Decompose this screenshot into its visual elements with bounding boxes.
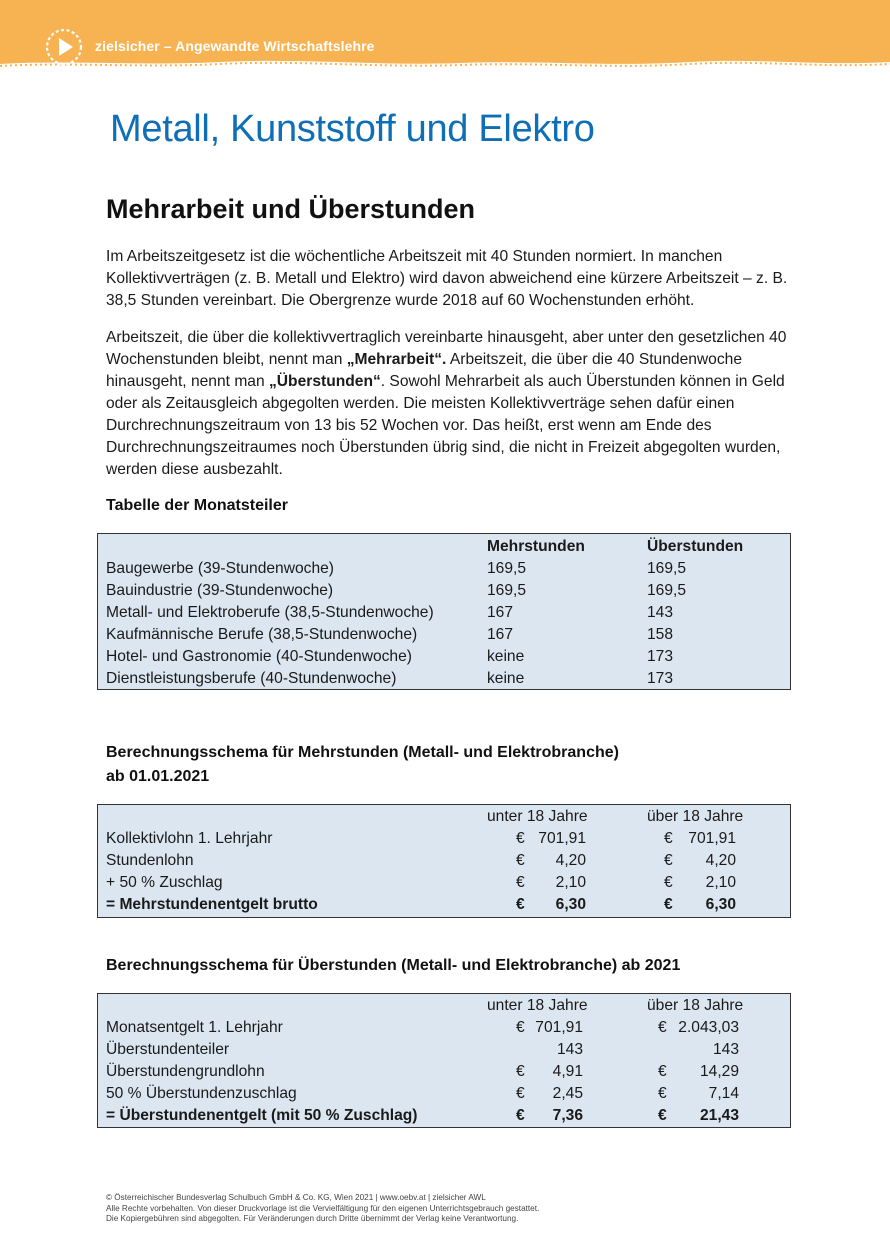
table-row bbox=[98, 1017, 790, 1039]
amount-under-18: 701,91 bbox=[538, 830, 586, 847]
intro-paragraph: Im Arbeitszeitgesetz ist die wöchentliche Arbeitszeit mit 40 Stunden normiert. In manchen Kollektivverträgen (z. B. Metall und Elektro) wird davon abweichend eine kürzere Arbeitszeit – z. B. 38,5 Stunden vereinbart. Die Obergrenze wurde 2018 auf 60 Wochenstunden erhöht. bbox=[106, 248, 788, 309]
mehrstunden-value: keine bbox=[487, 670, 525, 687]
column-header-ueberstunden: Überstunden bbox=[647, 538, 744, 555]
table-header-row bbox=[98, 536, 790, 558]
table-row bbox=[98, 558, 790, 580]
mehrstunden-value: 169,5 bbox=[487, 582, 527, 599]
amount-under-18: 2,45 bbox=[552, 1085, 583, 1102]
paragraph-text: . Sowohl Mehrarbeit als auch Überstunden können in Geld oder als Zeitausgleich abgegolten werden. Die meisten Kollektivverträge sehen dafür einen Durchrechnungszeitraum von 13 bis 52 Wochen vor. Das heißt, erst wenn am Ende des Durchrechnungszeitraumes noch Überstunden übrig sind, die nicht in Freizeit abgegolten wurden, werden diese ausbezahlt. bbox=[106, 373, 785, 478]
header-band bbox=[0, 0, 890, 78]
table-row bbox=[98, 872, 790, 894]
table-row bbox=[98, 602, 790, 624]
currency-sign: € bbox=[658, 1107, 667, 1124]
amount-over-18: 6,30 bbox=[705, 896, 736, 913]
brand-name: zielsicher – Angewandte Wirtschaftslehre bbox=[95, 38, 375, 54]
table-row bbox=[98, 850, 790, 872]
term-mehrarbeit: „Mehrarbeit“. bbox=[346, 351, 447, 368]
mehrstunden-value: 167 bbox=[487, 604, 514, 621]
table-row bbox=[98, 1083, 790, 1105]
currency-sign: € bbox=[516, 1107, 525, 1124]
row-label: Dienstleistungsberufe (40-Stundenwoche) bbox=[106, 670, 397, 687]
currency-sign: € bbox=[664, 874, 673, 891]
footer-line: Alle Rechte vorbehalten. Von dieser Druckvorlage ist die Vervielfältigung für den eigenen Unterrichtsgebrauch gestattet. bbox=[106, 1203, 540, 1213]
table-row bbox=[98, 1105, 790, 1127]
row-label: 50 % Überstundenzuschlag bbox=[106, 1085, 297, 1102]
table-row bbox=[98, 580, 790, 602]
amount-under-18: 143 bbox=[556, 1041, 583, 1058]
mehrstunden-table bbox=[97, 804, 791, 918]
row-label: Monatsentgelt 1. Lehrjahr bbox=[106, 1019, 283, 1036]
table-row bbox=[98, 624, 790, 646]
currency-sign: € bbox=[516, 1063, 525, 1080]
table-row bbox=[98, 1039, 790, 1061]
footer-copyright bbox=[106, 1193, 539, 1225]
amount-under-18: 701,91 bbox=[535, 1019, 583, 1036]
amount-over-18: 143 bbox=[712, 1041, 739, 1058]
column-header-under-18: unter 18 Jahre bbox=[487, 808, 588, 825]
ueberstunden-table bbox=[97, 993, 791, 1128]
column-header-mehrstunden: Mehrstunden bbox=[487, 538, 585, 555]
heading-line: Berechnungsschema für Mehrstunden (Metall- und Elektrobranche) bbox=[106, 744, 619, 761]
currency-sign: € bbox=[516, 874, 525, 891]
currency-sign: € bbox=[658, 1063, 667, 1080]
amount-over-18: 14,29 bbox=[699, 1063, 739, 1080]
section-title: Mehrarbeit und Überstunden bbox=[106, 194, 476, 224]
heading-line: ab 01.01.2021 bbox=[106, 768, 210, 785]
row-label: Überstundenteiler bbox=[106, 1041, 230, 1058]
currency-sign: € bbox=[516, 896, 525, 913]
amount-over-18: 2.043,03 bbox=[678, 1019, 739, 1036]
ueberstunden-value: 173 bbox=[647, 670, 674, 687]
currency-sign: € bbox=[658, 1085, 667, 1102]
table-header-row bbox=[98, 995, 790, 1017]
play-icon bbox=[44, 27, 84, 67]
row-label: Baugewerbe (39-Stundenwoche) bbox=[106, 560, 334, 577]
table3-heading: Berechnungsschema für Überstunden (Metall- und Elektrobranche) ab 2021 bbox=[106, 957, 681, 974]
table1-heading: Tabelle der Monatsteiler bbox=[106, 497, 288, 514]
table-row bbox=[98, 894, 790, 916]
amount-under-18: 6,30 bbox=[555, 896, 586, 913]
ueberstunden-value: 158 bbox=[647, 626, 674, 643]
currency-sign: € bbox=[664, 830, 673, 847]
row-label: = Überstundenentgelt (mit 50 % Zuschlag) bbox=[106, 1107, 418, 1124]
ueberstunden-value: 169,5 bbox=[647, 582, 687, 599]
term-ueberstunden: „Überstunden“ bbox=[269, 373, 381, 390]
footer-line: © Österreichischer Bundesverlag Schulbuch GmbH & Co. KG, Wien 2021 | www.oebv.at | zielsicher AWL bbox=[106, 1193, 486, 1202]
amount-under-18: 7,36 bbox=[552, 1107, 583, 1124]
row-label: Metall- und Elektroberufe (38,5-Stundenwoche) bbox=[106, 604, 434, 621]
amount-under-18: 2,10 bbox=[555, 874, 586, 891]
ueberstunden-value: 173 bbox=[647, 648, 674, 665]
amount-under-18: 4,91 bbox=[552, 1063, 583, 1080]
column-header-under-18: unter 18 Jahre bbox=[487, 997, 588, 1014]
amount-over-18: 4,20 bbox=[705, 852, 736, 869]
paragraph-text: Arbeitszeit, die über die kollektivvertraglich vereinbarte hinausgeht, aber unter den gesetzlichen 40 Wochenstunden bleibt, nennt man bbox=[106, 329, 787, 368]
definition-paragraph bbox=[106, 327, 796, 481]
row-label: + 50 % Zuschlag bbox=[106, 874, 223, 891]
amount-over-18: 21,43 bbox=[699, 1107, 739, 1124]
currency-sign: € bbox=[516, 852, 525, 869]
monatsteiler-table bbox=[97, 533, 791, 690]
mehrstunden-value: keine bbox=[487, 648, 525, 665]
table-row bbox=[98, 668, 790, 690]
table-header-row bbox=[98, 806, 790, 828]
row-label: Kaufmännische Berufe (38,5-Stundenwoche) bbox=[106, 626, 418, 643]
row-label: Kollektivlohn 1. Lehrjahr bbox=[106, 830, 273, 847]
mehrstunden-value: 167 bbox=[487, 626, 514, 643]
table-row bbox=[98, 828, 790, 850]
amount-over-18: 7,14 bbox=[708, 1085, 739, 1102]
table2-heading bbox=[106, 741, 619, 789]
currency-sign: € bbox=[664, 852, 673, 869]
column-header-over-18: über 18 Jahre bbox=[647, 997, 744, 1014]
mehrstunden-value: 169,5 bbox=[487, 560, 527, 577]
currency-sign: € bbox=[516, 1085, 525, 1102]
row-label: Stundenlohn bbox=[106, 852, 194, 869]
currency-sign: € bbox=[664, 896, 673, 913]
row-label: Bauindustrie (39-Stundenwoche) bbox=[106, 582, 334, 599]
currency-sign: € bbox=[658, 1019, 667, 1036]
ueberstunden-value: 143 bbox=[647, 604, 674, 621]
currency-sign: € bbox=[516, 830, 525, 847]
column-header-over-18: über 18 Jahre bbox=[647, 808, 744, 825]
amount-under-18: 4,20 bbox=[555, 852, 586, 869]
currency-sign: € bbox=[516, 1019, 525, 1036]
amount-over-18: 2,10 bbox=[705, 874, 736, 891]
row-label: = Mehrstundenentgelt brutto bbox=[106, 896, 318, 913]
ueberstunden-value: 169,5 bbox=[647, 560, 687, 577]
page-title: Metall, Kunststoff und Elektro bbox=[110, 108, 595, 150]
amount-over-18: 701,91 bbox=[688, 830, 736, 847]
table-row bbox=[98, 646, 790, 668]
row-label: Hotel- und Gastronomie (40-Stundenwoche) bbox=[106, 648, 412, 665]
paragraph-text: Arbeitszeit, die über die 40 Stundenwoche hinausgeht, nennt man bbox=[106, 351, 742, 390]
table-row bbox=[98, 1061, 790, 1083]
row-label: Überstundengrundlohn bbox=[106, 1063, 265, 1080]
footer-line: Die Kopiergebühren sind abgegolten. Für Veränderungen durch Dritte übernimmt der Verlag keine Verantwortung. bbox=[106, 1214, 519, 1223]
